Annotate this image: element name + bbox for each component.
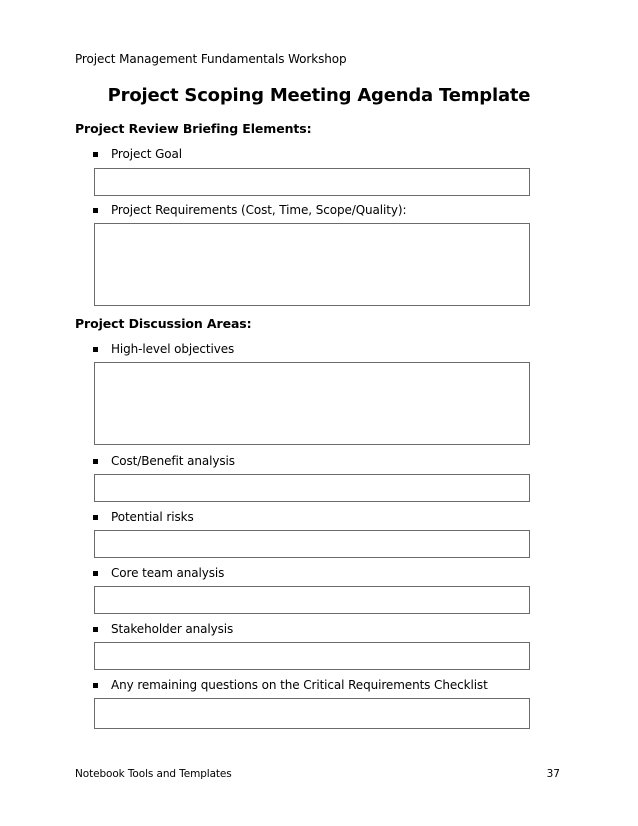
bullet-item-core-team [93,566,224,580]
bullet-item-stakeholder [93,622,233,636]
bullet-icon [93,571,98,576]
section-heading-review-briefing: Project Review Briefing Elements: [75,121,312,136]
bullet-item-project-requirements [93,203,406,217]
page-footer: Notebook Tools and Templates [75,768,232,780]
bullet-item-potential-risks [93,510,194,524]
answer-box-project-requirements[interactable] [94,223,530,306]
answer-box-high-level-objectives[interactable] [94,362,530,445]
answer-box-project-goal[interactable] [94,168,530,196]
bullet-item-label: High-level objectives [111,342,235,356]
bullet-icon [93,208,98,213]
bullet-item-label: Potential risks [111,510,194,524]
section-heading-discussion-areas: Project Discussion Areas: [75,316,252,331]
bullet-item-label: Project Requirements (Cost, Time, Scope/Quality): [111,203,407,217]
bullet-item-label: Stakeholder analysis [111,622,234,636]
page-header: Project Management Fundamentals Workshop [75,52,347,66]
page-number: 37 [546,768,560,780]
bullet-item-label: Any remaining questions on the Critical Requirements Checklist [111,678,488,692]
bullet-icon [93,627,98,632]
bullet-item-label: Project Goal [111,147,182,161]
bullet-icon [93,347,98,352]
bullet-item-label: Core team analysis [111,566,225,580]
answer-box-stakeholder[interactable] [94,642,530,670]
bullet-item-cost-benefit [93,454,235,468]
bullet-icon [93,152,98,157]
answer-box-remaining-questions[interactable] [94,698,530,729]
answer-box-potential-risks[interactable] [94,530,530,558]
answer-box-cost-benefit[interactable] [94,474,530,502]
bullet-item-project-goal [93,147,182,161]
document-title: Project Scoping Meeting Agenda Template [107,85,531,106]
bullet-item-remaining-questions [93,678,488,692]
bullet-icon [93,683,98,688]
bullet-icon [93,515,98,520]
bullet-item-label: Cost/Benefit analysis [111,454,235,468]
answer-box-core-team[interactable] [94,586,530,614]
bullet-icon [93,459,98,464]
bullet-item-high-level-objectives [93,342,234,356]
